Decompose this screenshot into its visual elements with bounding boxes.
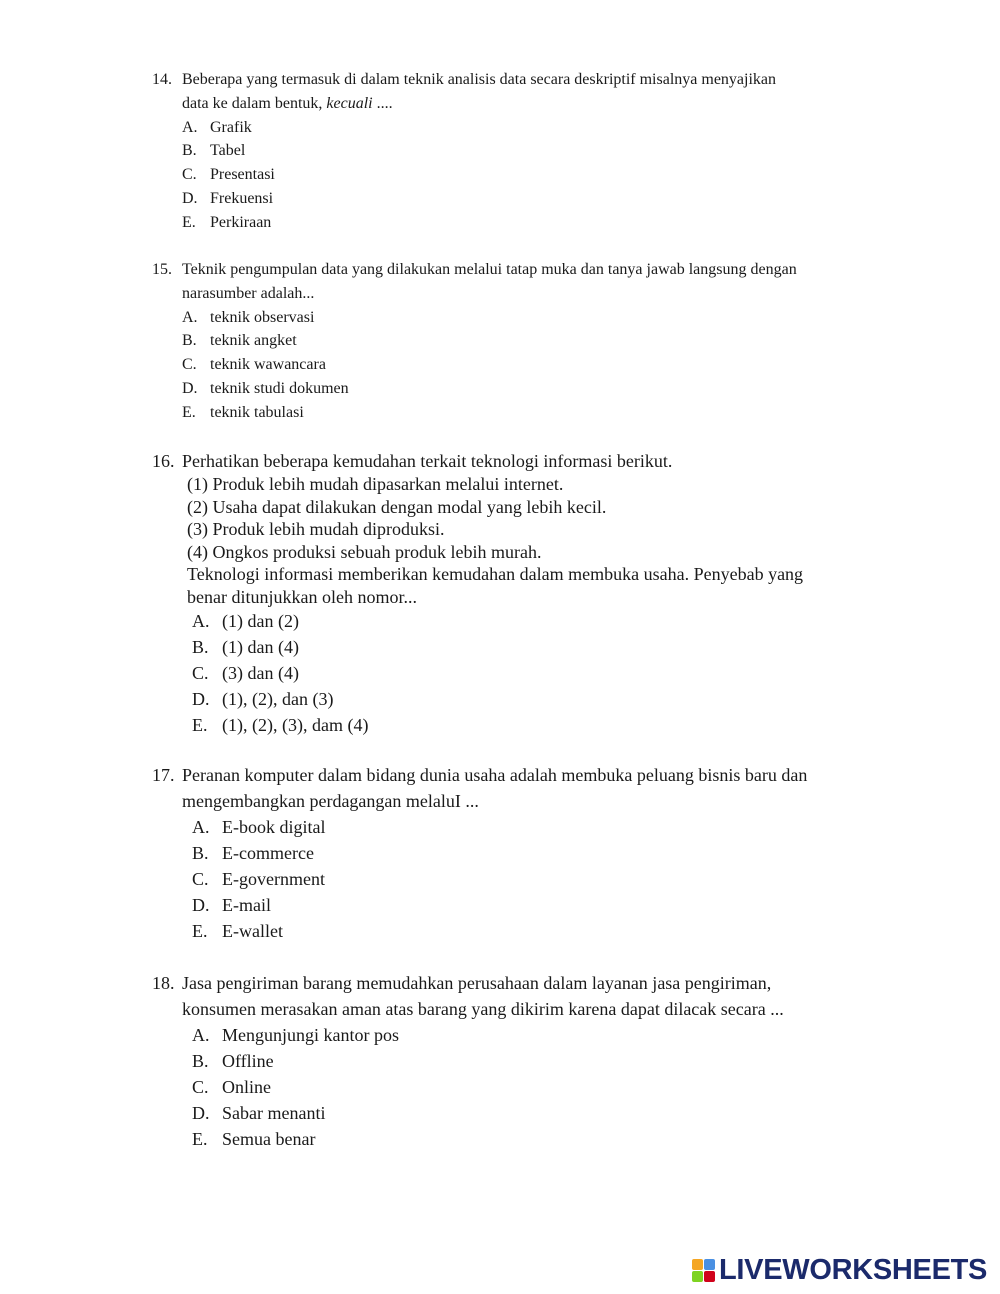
question-number: 16.: [152, 451, 175, 471]
statement-3: (3) Produk lebih mudah diproduksi.: [187, 519, 445, 539]
question-text-line-1: Beberapa yang termasuk di dalam teknik analisis data secara deskriptif misalnya menyajikan: [182, 71, 777, 88]
option-letter: A.: [192, 611, 210, 631]
option-text: Semua benar: [222, 1129, 316, 1149]
option-text: teknik angket: [210, 332, 297, 350]
option-e[interactable]: [152, 1126, 882, 1152]
question-text-line-1: Peranan komputer dalam bidang dunia usaha adalah membuka peluang bisnis baru dan: [182, 765, 808, 785]
question-number: 18.: [152, 973, 175, 993]
option-letter: D.: [192, 1103, 210, 1123]
option-letter: A.: [192, 1025, 210, 1045]
option-text: teknik wawancara: [210, 356, 326, 374]
logo-text: LIVEWORKSHEETS: [719, 1253, 988, 1286]
question-stem-continued: [152, 788, 882, 814]
option-c[interactable]: [152, 1074, 882, 1100]
option-e[interactable]: [152, 401, 882, 425]
option-text: E-wallet: [222, 921, 283, 941]
option-d[interactable]: [152, 686, 882, 712]
option-text: Mengunjungi kantor pos: [222, 1025, 399, 1045]
option-b[interactable]: [152, 329, 882, 353]
option-letter: A.: [182, 308, 198, 326]
question-text-line-2: konsumen merasakan aman atas barang yang dikirim karena dapat dilacak secara ...: [182, 999, 784, 1019]
option-a[interactable]: [152, 814, 882, 840]
option-letter: E.: [192, 921, 208, 941]
question-stem: [152, 762, 882, 788]
option-text: (1) dan (2): [222, 611, 299, 631]
option-a[interactable]: [152, 306, 882, 330]
option-letter: D.: [192, 689, 210, 709]
option-letter: B.: [192, 637, 209, 657]
question-text-line-1: Jasa pengiriman barang memudahkan perusahaan dalam layanan jasa pengiriman,: [182, 973, 772, 993]
question-stem: [152, 450, 882, 473]
option-e[interactable]: [152, 712, 882, 738]
logo-square: [704, 1271, 715, 1282]
option-c[interactable]: [152, 866, 882, 892]
question-ellipsis: ....: [372, 94, 393, 112]
option-letter: A.: [192, 817, 210, 837]
option-letter: C.: [182, 166, 197, 184]
question-text-line-2: data ke dalam bentuk,: [182, 94, 323, 112]
question-stem-continued: [152, 92, 882, 116]
question-16: [152, 450, 882, 738]
question-stem-continued: [152, 282, 882, 306]
option-text: E-government: [222, 869, 325, 889]
option-b[interactable]: [152, 139, 882, 163]
statement-4: (4) Ongkos produksi sebuah produk lebih murah.: [187, 541, 542, 562]
option-c[interactable]: [152, 163, 882, 187]
liveworksheets-logo: [692, 1254, 987, 1286]
option-letter: B.: [192, 843, 209, 863]
option-text: (1) dan (4): [222, 637, 299, 657]
option-letter: C.: [192, 869, 209, 889]
option-b[interactable]: [152, 634, 882, 660]
statement-1: (1) Produk lebih mudah dipasarkan melalui internet.: [187, 474, 564, 494]
option-text: Sabar menanti: [222, 1103, 326, 1123]
option-text: Presentasi: [210, 166, 275, 184]
question-stem: [152, 258, 882, 282]
option-text: Offline: [222, 1051, 274, 1071]
question-number: 17.: [152, 765, 175, 785]
option-letter: D.: [192, 895, 210, 915]
liveworksheets-logo-icon: [692, 1259, 715, 1282]
question-stem-continued: [152, 996, 882, 1022]
question-prompt-line-1: Teknologi informasi memberikan kemudahan dalam membuka usaha. Penyebab yang: [187, 564, 804, 584]
question-stem: [152, 68, 882, 92]
question-15: [152, 258, 882, 425]
option-a[interactable]: [152, 116, 882, 140]
option-c[interactable]: [152, 353, 882, 377]
question-text-line-1: Perhatikan beberapa kemudahan terkait teknologi informasi berikut.: [182, 451, 673, 471]
statement-2: (2) Usaha dapat dilakukan dengan modal yang lebih kecil.: [187, 496, 607, 517]
option-letter: A.: [182, 118, 198, 136]
option-text: (3) dan (4): [222, 663, 299, 683]
question-prompt-line-2: benar ditunjukkan oleh nomor...: [187, 586, 417, 607]
option-d[interactable]: [152, 187, 882, 211]
option-letter: D.: [182, 189, 198, 207]
question-stem: [152, 970, 882, 996]
option-letter: E.: [182, 403, 196, 421]
question-17: [152, 762, 882, 944]
question-text-line-2: mengembangkan perdagangan melaluI ...: [182, 791, 479, 811]
option-letter: E.: [182, 213, 196, 231]
option-letter: E.: [192, 715, 208, 735]
option-letter: C.: [182, 356, 197, 374]
option-text: (1), (2), dan (3): [222, 689, 334, 709]
option-text: E-commerce: [222, 843, 314, 863]
option-text: E-mail: [222, 895, 271, 915]
option-letter: C.: [192, 663, 209, 683]
option-letter: D.: [182, 379, 198, 397]
question-14: [152, 68, 882, 235]
logo-square: [704, 1259, 715, 1270]
option-text: teknik tabulasi: [210, 403, 304, 421]
option-letter: B.: [192, 1051, 209, 1071]
option-a[interactable]: [152, 1022, 882, 1048]
option-d[interactable]: [152, 892, 882, 918]
option-text: Online: [222, 1077, 271, 1097]
option-text: Grafik: [210, 118, 252, 136]
option-text: (1), (2), (3), dam (4): [222, 715, 369, 735]
question-text-line-2: narasumber adalah...: [182, 284, 315, 302]
question-text-line-1: Teknik pengumpulan data yang dilakukan melalui tatap muka dan tanya jawab langsung dengan: [182, 261, 797, 278]
option-letter: C.: [192, 1077, 209, 1097]
question-number: 14.: [152, 71, 172, 88]
question-number: 15.: [152, 261, 172, 278]
option-text: Perkiraan: [210, 213, 272, 231]
question-18: [152, 970, 882, 1152]
option-text: teknik observasi: [210, 308, 315, 326]
option-text: Frekuensi: [210, 189, 274, 207]
option-text: Tabel: [210, 142, 246, 160]
option-letter: E.: [192, 1129, 208, 1149]
option-c[interactable]: [152, 660, 882, 686]
option-text: E-book digital: [222, 817, 326, 837]
option-letter: B.: [182, 142, 197, 160]
logo-square: [692, 1271, 703, 1282]
option-d[interactable]: [152, 1100, 882, 1126]
option-letter: B.: [182, 332, 197, 350]
logo-square: [692, 1259, 703, 1270]
option-a[interactable]: [152, 608, 882, 634]
option-b[interactable]: [152, 1048, 882, 1074]
option-text: teknik studi dokumen: [210, 379, 349, 397]
option-d[interactable]: [152, 377, 882, 401]
option-e[interactable]: [152, 211, 882, 235]
option-e[interactable]: [152, 918, 882, 944]
option-b[interactable]: [152, 840, 882, 866]
question-emphasis: kecuali: [326, 94, 373, 112]
